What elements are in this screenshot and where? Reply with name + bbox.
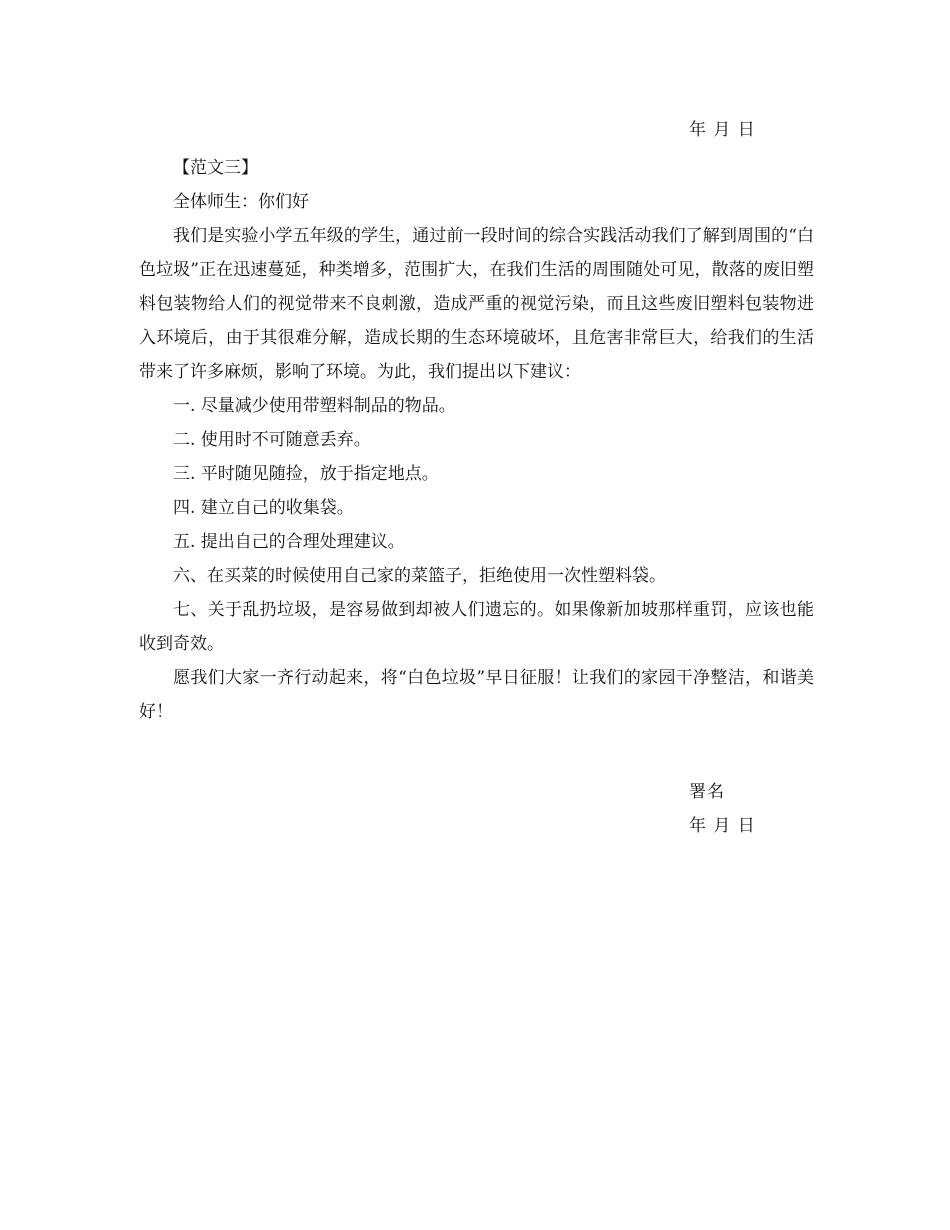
signature-block [689,775,889,843]
suggestion-5: 五. 提出自己的合理处理建议。 [173,532,405,552]
date-top: 年 月 日 [689,120,756,140]
salutation: 全体师生：你们好 [173,192,309,212]
suggestion-1: 一. 尽量减少使用带塑料制品的物品。 [173,396,456,416]
date-bottom: 年 月 日 [689,816,756,836]
suggestion-6: 六、在买菜的时候使用自己家的菜篮子，拒绝使用一次性塑料袋。 [173,566,666,586]
suggestion-7: 七、关于乱扔垃圾，是容易做到却被人们遗忘的。如果像新加坡那样重罚，应该也能收到奇效。 [139,600,814,654]
suggestion-2: 二. 使用时不可随意丢弃。 [173,430,371,450]
intro-paragraph: 我们是实验小学五年级的学生，通过前一段时间的综合实践活动我们了解到周围的“白色垃圾”正在迅速蔓延，种类增多，范围扩大，在我们生活的周围随处可见，散落的废旧塑料包装物给人们的视觉带来不良刺激，造成严重的视觉污染，而且这些废旧塑料包装物进入环境后，由于其很难分解，造成长期的生态环境破坏，且危害非常巨大，给我们的生活带来了许多麻烦，影响了环境。为此，我们提出以下建议： [139,226,814,382]
signature: 署名 [689,782,725,802]
suggestion-3: 三. 平时随见随捡，放于指定地点。 [173,464,439,484]
document-body [139,151,814,729]
suggestion-4: 四. 建立自己的收集袋。 [173,498,354,518]
section-heading: 【范文三】 [173,158,258,178]
closing-paragraph: 愿我们大家一齐行动起来，将“白色垃圾”早日征服！让我们的家园干净整洁，和谐美好！ [139,668,814,722]
